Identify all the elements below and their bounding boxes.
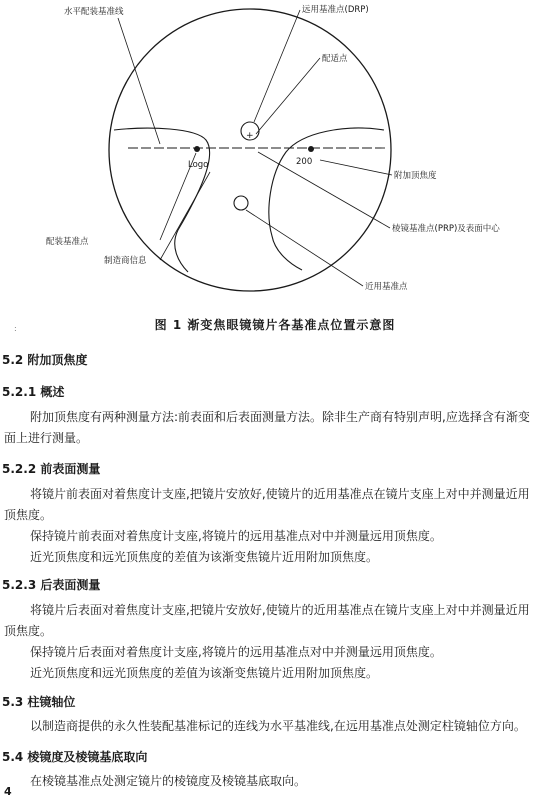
right-zone-boundary [269, 128, 384, 270]
margin-mark: : [14, 324, 17, 333]
paragraph-line: 保持镜片后表面对着焦度计支座,将镜片的远用基准点对中并测量远用顶焦度。 [30, 645, 442, 659]
paragraph-line: 附加顶焦度有两种测量方法:前表面和后表面测量方法。除非生产商有特别声明,应选择含有渐变 [30, 410, 530, 424]
label-distance-ref: 远用基准点(DRP) [302, 5, 369, 15]
paragraph-line: 将镜片后表面对着焦度计支座,把镜片安放好,使镜片的近用基准点在镜片支座上对中并测量近用 [30, 603, 530, 617]
leader-manufacturer [160, 172, 210, 260]
heading-5-2-1: 5.2.1 概述 [2, 385, 65, 399]
label-mounting-ref: 配装基准点 [46, 237, 89, 247]
paragraph-line: 面上进行测量。 [4, 431, 89, 445]
fitting-cross-icon: + [246, 131, 254, 141]
heading-5-2-2: 5.2.2 前表面测量 [2, 462, 101, 476]
leader-fitting-point [256, 58, 320, 134]
left-mounting-mark [194, 146, 200, 152]
paragraph-line: 以制造商提供的永久性装配基准标记的连线为水平基准线,在远用基准点处测定柱镜轴位方向。 [30, 719, 526, 733]
label-near-ref: 近用基准点 [365, 282, 408, 292]
leader-add-power [320, 160, 392, 175]
right-mounting-mark [308, 146, 314, 152]
heading-5-2: 5.2 附加顶焦度 [2, 353, 88, 367]
paragraph-line: 在棱镜基准点处测定镜片的棱镜度及棱镜基底取向。 [30, 774, 307, 788]
label-fitting-point: 配适点 [322, 54, 348, 64]
paragraph-line: 顶焦度。 [4, 508, 53, 522]
label-add-mark: 200 [296, 157, 313, 167]
page-number: 4 [4, 785, 12, 798]
leader-near-ref [246, 210, 363, 286]
paragraph-line: 保持镜片前表面对着焦度计支座,将镜片的远用基准点对中并测量远用顶焦度。 [30, 529, 442, 543]
figure-caption: 图 1 渐变焦眼镜镜片各基准点位置示意图 [154, 318, 396, 332]
paragraph-line: 近光顶焦度和远光顶焦度的差值为该渐变焦镜片近用附加顶焦度。 [30, 666, 379, 680]
leader-horizontal-line [118, 18, 160, 144]
heading-5-2-3: 5.2.3 后表面测量 [2, 578, 101, 592]
leader-prism-ref [258, 152, 390, 228]
label-add-power: 附加顶焦度 [394, 171, 437, 181]
paragraph-line: 将镜片前表面对着焦度计支座,把镜片安放好,使镜片的近用基准点在镜片支座上对中并测量近用 [30, 487, 530, 501]
label-horizontal-line: 水平配装基准线 [64, 7, 124, 17]
near-reference-circle [234, 196, 248, 210]
heading-5-3: 5.3 柱镜轴位 [2, 695, 76, 709]
leader-distance-ref [254, 10, 300, 122]
label-manufacturer: 制造商信息 [104, 256, 147, 266]
lens-outline [109, 9, 391, 291]
progressive-lens-diagram [0, 0, 550, 320]
label-prism-ref: 棱镜基准点(PRP)及表面中心 [392, 224, 500, 234]
heading-5-4: 5.4 棱镜度及棱镜基底取向 [2, 750, 148, 764]
paragraph-line: 顶焦度。 [4, 624, 53, 638]
paragraph-line: 近光顶焦度和远光顶焦度的差值为该渐变焦镜片近用附加顶焦度。 [30, 550, 379, 564]
label-logo: Logo [188, 160, 209, 170]
